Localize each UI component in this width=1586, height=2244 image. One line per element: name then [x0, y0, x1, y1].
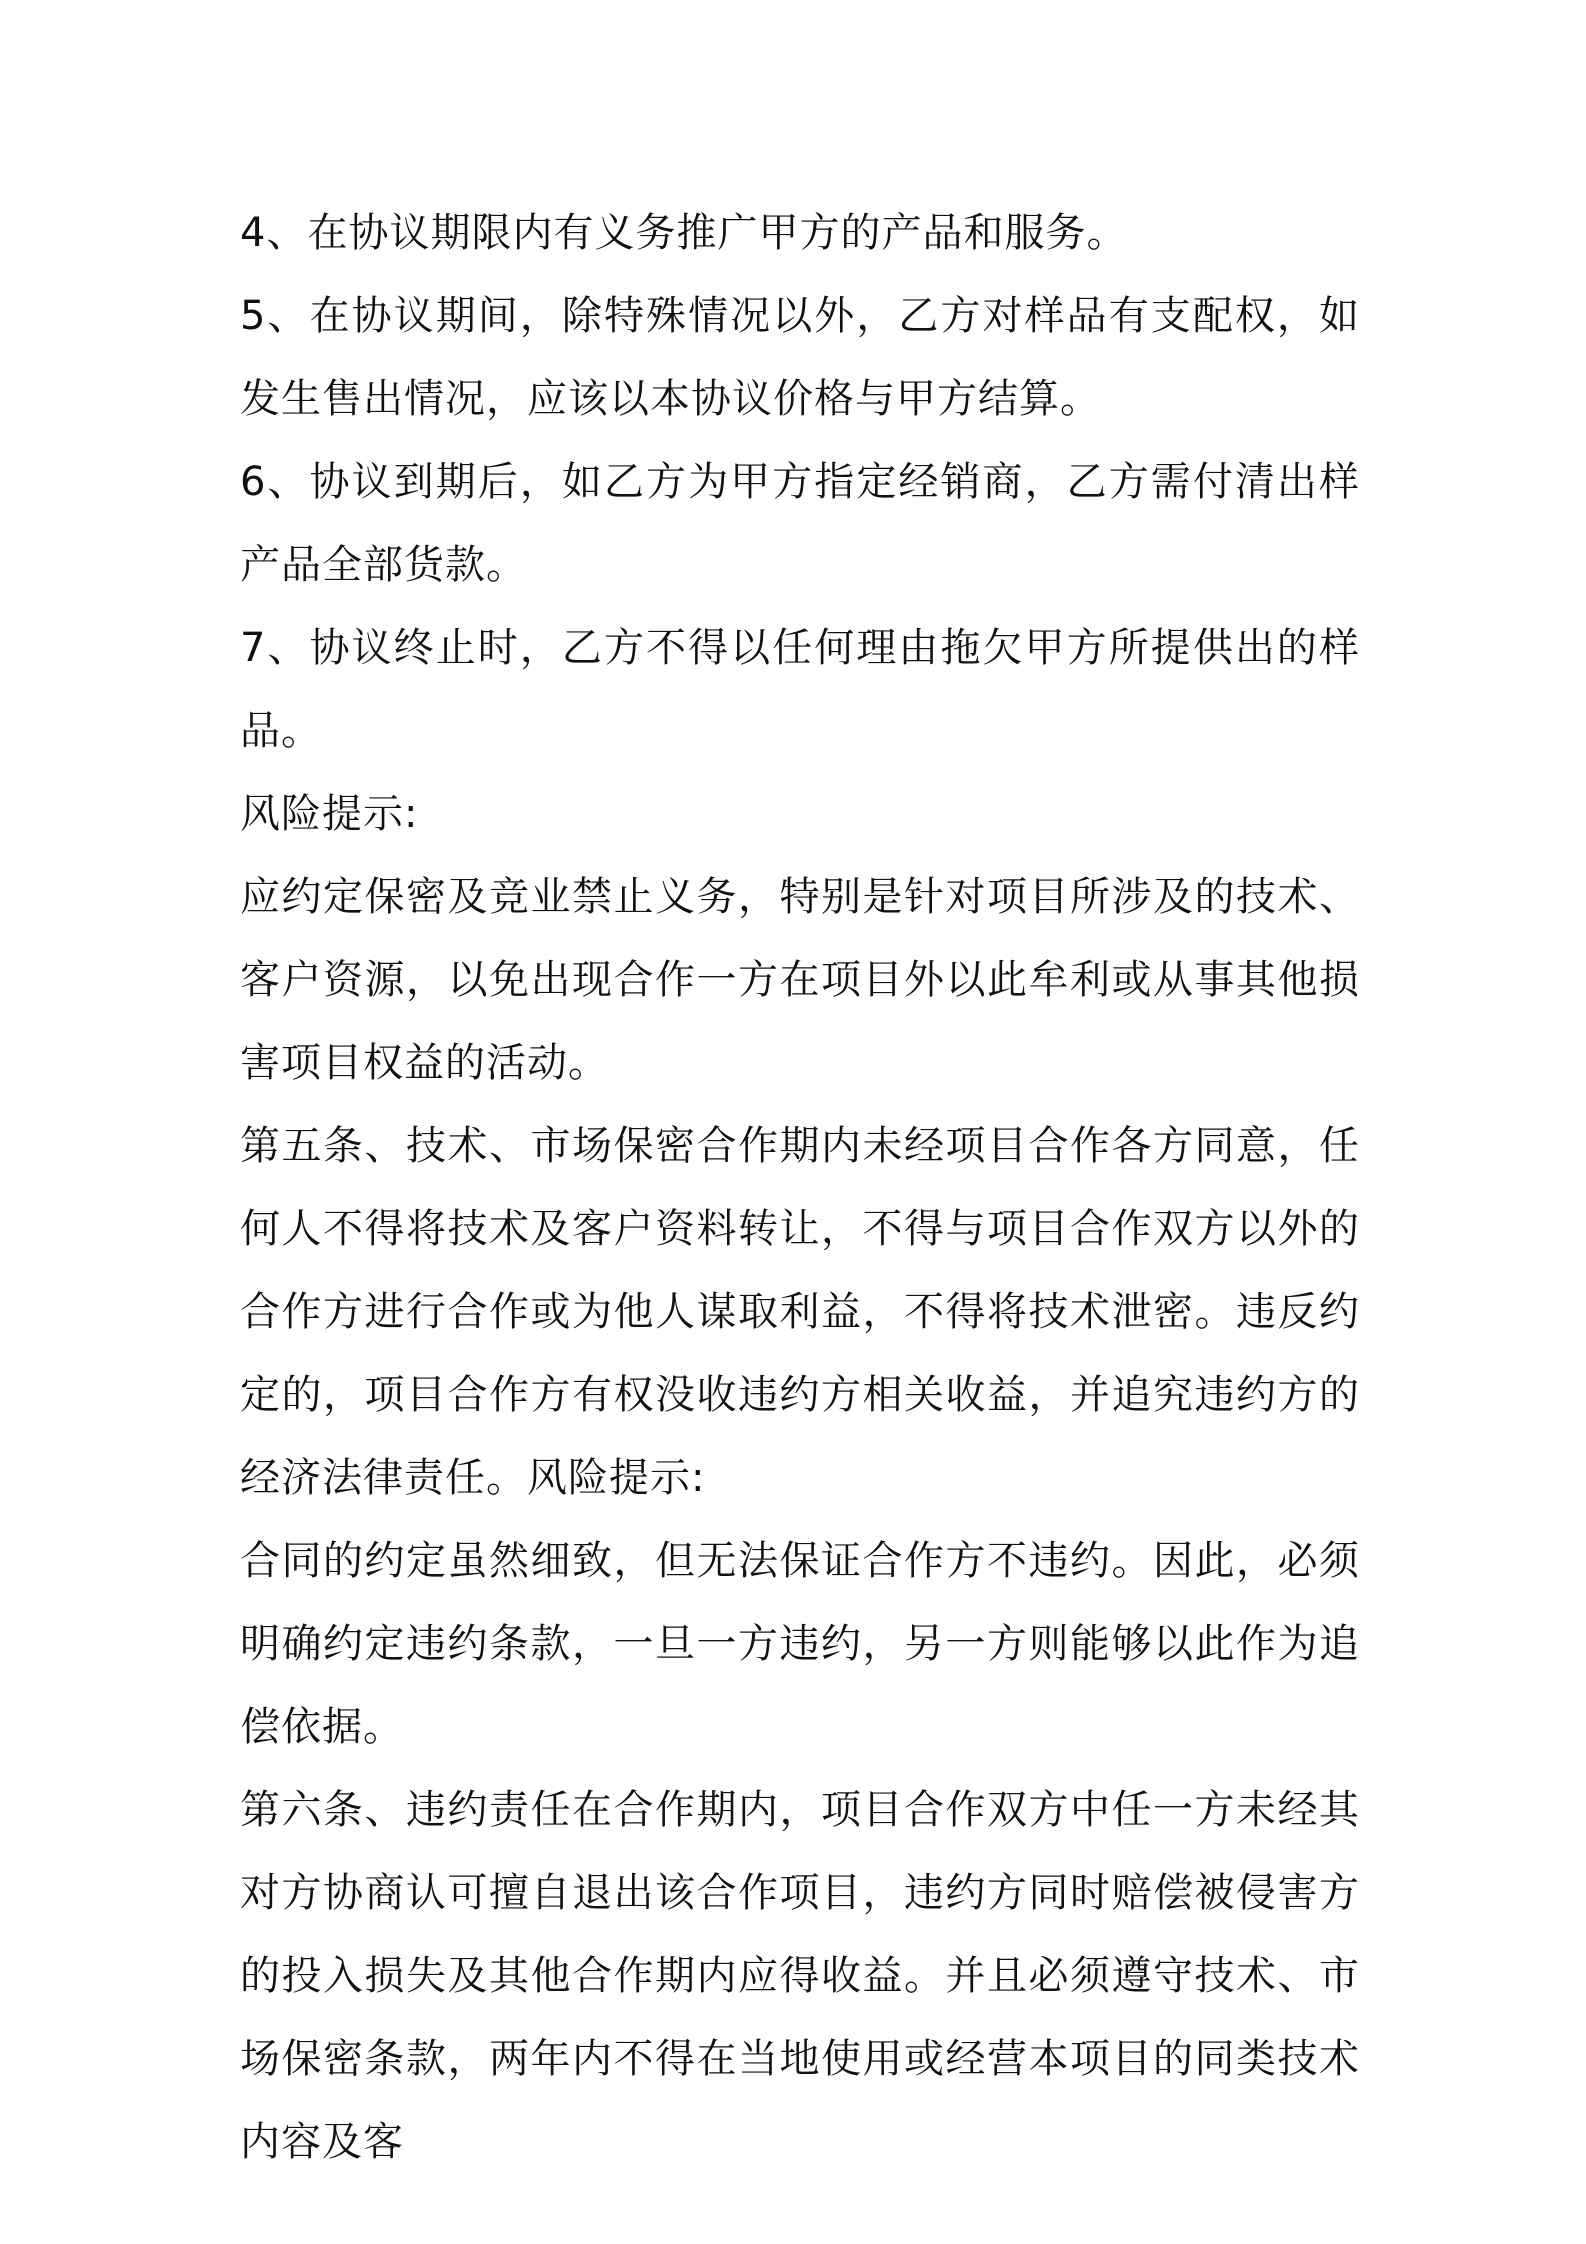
article-6-liability: 第六条、违约责任在合作期内，项目合作双方中任一方未经其对方协商认可擅自退出该合作项目，违约方同时赔偿被侵害方的投入损失及其他合作期内应得收益。并且必须遵守技术、市场保密条款，两年内不得在当地使用或经营本项目的同类技术内容及客	[240, 1787, 1360, 2165]
article-5-confidentiality: 第五条、技术、市场保密合作期内未经项目合作各方同意，任何人不得将技术及客户资料转让，不得与项目合作双方以外的合作方进行合作或为他人谋取利益，不得将技术泄密。违反约定的，项目合作方有权没收违约方相关收益，并追究违约方的经济法律责任。风险提示:	[240, 1123, 1360, 1501]
risk-heading: 风险提示:	[240, 791, 419, 837]
clause-7: 7、协议终止时，乙方不得以任何理由拖欠甲方所提供出的样品。	[240, 625, 1360, 754]
clause-4: 4、在协议期限内有义务推广甲方的产品和服务。	[240, 210, 1128, 256]
clause-5: 5、在协议期间，除特殊情况以外，乙方对样品有支配权，如发生售出情况，应该以本协议价格与甲方结算。	[240, 293, 1360, 422]
document-body	[240, 192, 1360, 2184]
risk-note-confidentiality: 应约定保密及竞业禁止义务，特别是针对项目所涉及的技术、客户资源，以免出现合作一方在项目外以此牟利或从事其他损害项目权益的活动。	[240, 874, 1360, 1086]
clause-6: 6、协议到期后，如乙方为甲方指定经销商，乙方需付清出样产品全部货款。	[240, 459, 1360, 588]
risk-note-breach: 合同的约定虽然细致，但无法保证合作方不违约。因此，必须明确约定违约条款，一旦一方违约，另一方则能够以此作为追偿依据。	[240, 1538, 1360, 1750]
